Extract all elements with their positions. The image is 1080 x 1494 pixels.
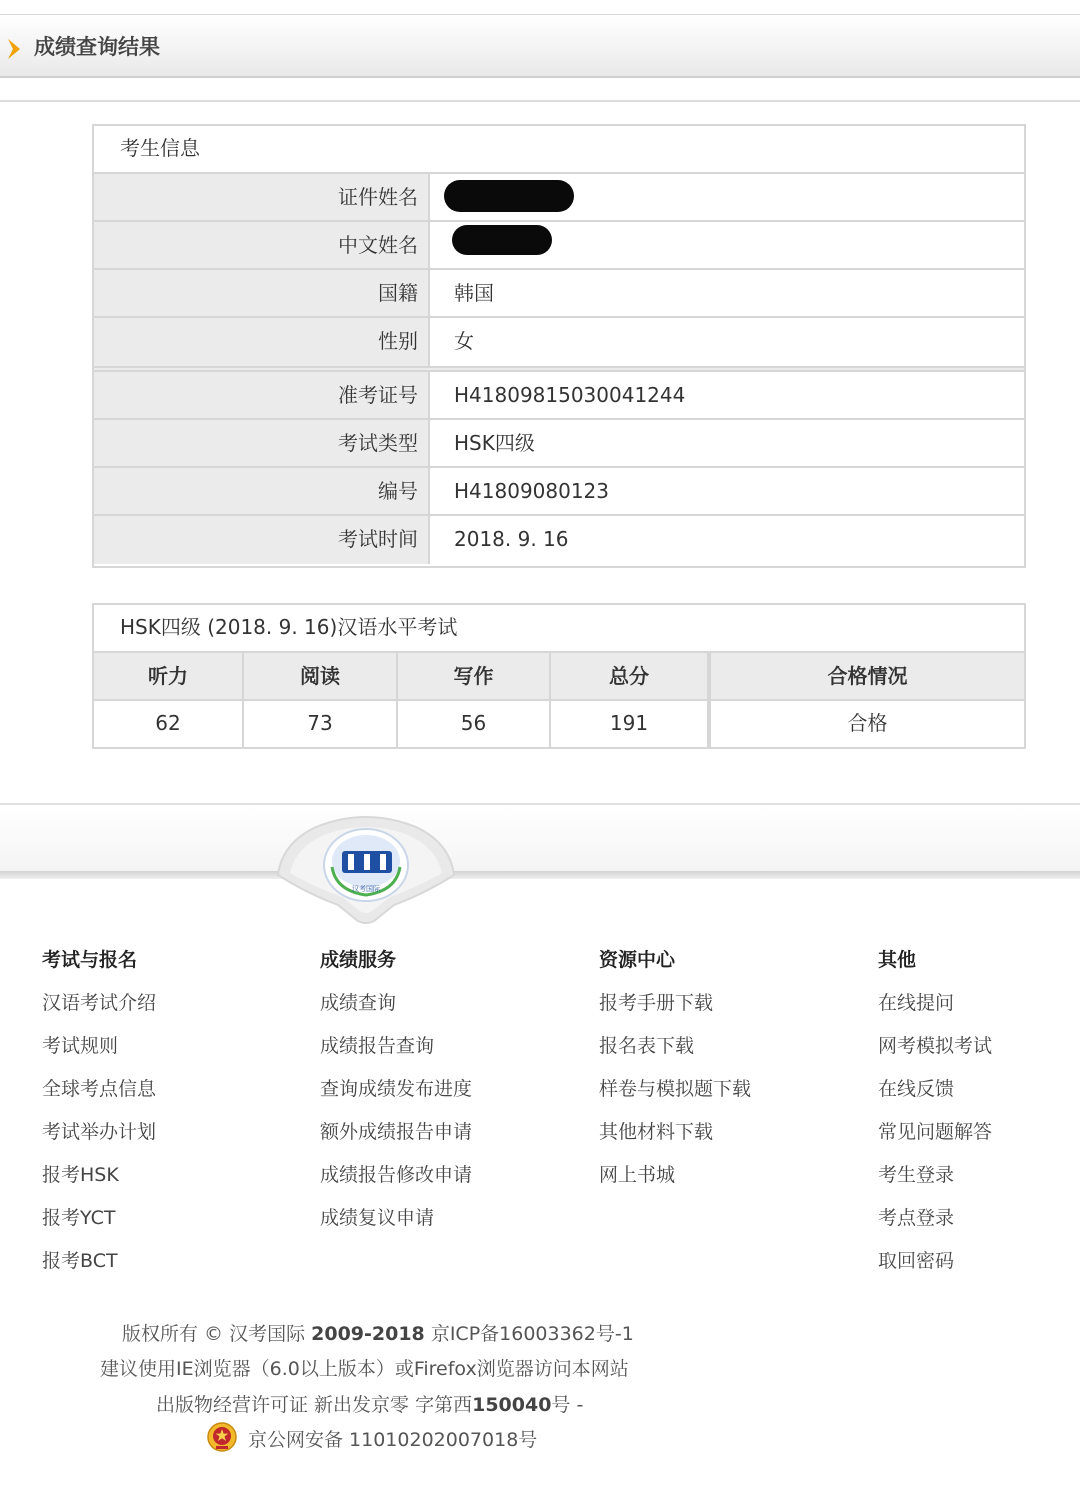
footer-link[interactable]: 查询成绩发布进度: [320, 1078, 473, 1100]
header-total: 总分: [551, 653, 709, 701]
reading-score: 73: [244, 701, 398, 747]
chevron-right-icon: [4, 37, 26, 61]
footer-link[interactable]: 取回密码: [878, 1250, 955, 1272]
footer-link[interactable]: 报考HSK: [42, 1164, 119, 1186]
footer-link[interactable]: 样卷与模拟题下载: [599, 1078, 752, 1100]
police-badge-icon: [206, 1421, 238, 1453]
exam-type-value: HSK四级: [454, 431, 535, 455]
table-row: [94, 516, 1024, 564]
footer-link[interactable]: 网考模拟考试: [878, 1035, 993, 1057]
serial-number-value: H41809080123: [454, 479, 610, 503]
pass-status: 合格: [709, 701, 1024, 747]
footer-link[interactable]: 成绩报告查询: [320, 1035, 435, 1057]
table-row: [94, 372, 1024, 420]
footer-column-exams: [42, 948, 156, 1273]
header-reading: 阅读: [244, 653, 398, 701]
footer-link[interactable]: 汉语考试介绍: [42, 992, 157, 1014]
footer-link[interactable]: 网上书城: [599, 1164, 676, 1186]
score-header-row: [94, 653, 1024, 701]
svg-text:汉考国际: 汉考国际: [352, 885, 380, 893]
footer-column-title: 其他: [878, 949, 917, 971]
table-row: [94, 318, 1024, 366]
score-table: [92, 603, 1026, 749]
header-pass-status: 合格情况: [709, 653, 1024, 701]
footer-band: [0, 803, 1080, 913]
candidate-info-caption: 考生信息: [94, 126, 1024, 174]
row-label: 准考证号: [94, 372, 430, 418]
redaction-mark: [452, 225, 552, 255]
total-score: 191: [551, 701, 709, 747]
row-label: 考试时间: [94, 516, 430, 564]
copyright-line: 版权所有 © 汉考国际 2009-2018 京ICP备16003362号-1: [122, 1323, 634, 1345]
footer-link[interactable]: 考试举办计划: [42, 1121, 157, 1143]
gender-value: 女: [454, 329, 474, 353]
header-writing: 写作: [398, 653, 551, 701]
browser-note: 建议使用IE浏览器（6.0以上版本）或Firefox浏览器访问本网站: [100, 1358, 629, 1380]
candidate-info-table: [92, 124, 1026, 568]
footer-column-title: 资源中心: [599, 949, 676, 971]
writing-score: 56: [398, 701, 551, 747]
chinese-name-value: [430, 222, 1024, 268]
footer-link[interactable]: 成绩查询: [320, 992, 397, 1014]
footer-link[interactable]: 考生登录: [878, 1164, 955, 1186]
footer-link[interactable]: 成绩报告修改申请: [320, 1164, 473, 1186]
row-label: 中文姓名: [94, 222, 430, 268]
table-row: [94, 468, 1024, 516]
score-value-row: [94, 701, 1024, 747]
id-name-value: [430, 174, 1024, 220]
license-line: 出版物经营许可证 新出发京零 字第西150040号 -: [156, 1394, 584, 1416]
footer-link[interactable]: 在线提问: [878, 992, 955, 1014]
footer-link[interactable]: 报考手册下载: [599, 992, 714, 1014]
footer-link[interactable]: 其他材料下载: [599, 1121, 714, 1143]
row-label: 考试类型: [94, 420, 430, 466]
exam-date-value: 2018. 9. 16: [454, 527, 569, 551]
footer-link[interactable]: 考试规则: [42, 1035, 119, 1057]
footer-column-other: [878, 948, 992, 1273]
footer-link[interactable]: 成绩复议申请: [320, 1207, 435, 1229]
footer-link[interactable]: 在线反馈: [878, 1078, 955, 1100]
table-row: [94, 420, 1024, 468]
redaction-mark: [444, 180, 574, 212]
footer-column-title: 考试与报名: [42, 949, 138, 971]
row-label: 编号: [94, 468, 430, 514]
footer-link[interactable]: 常见问题解答: [878, 1121, 993, 1143]
admission-number-value: H41809815030041244: [454, 383, 686, 407]
nationality-value: 韩国: [454, 281, 494, 305]
row-label: 性别: [94, 318, 430, 366]
footer-column-scores: [320, 948, 472, 1230]
footer-column-resources: [599, 948, 751, 1187]
row-label: 国籍: [94, 270, 430, 316]
page-header: [0, 14, 1080, 78]
row-label: 证件姓名: [94, 174, 430, 220]
score-table-caption: HSK四级 (2018. 9. 16)汉语水平考试: [94, 605, 1024, 653]
footer-link[interactable]: 全球考点信息: [42, 1078, 157, 1100]
footer-link[interactable]: 考点登录: [878, 1207, 955, 1229]
footer-link[interactable]: 额外成绩报告申请: [320, 1121, 473, 1143]
police-record-line: 京公网安备 11010202007018号: [248, 1429, 538, 1451]
footer-column-title: 成绩服务: [320, 949, 397, 971]
page-title: 成绩查询结果: [34, 35, 160, 59]
table-row: [94, 270, 1024, 318]
footer-link[interactable]: 报考BCT: [42, 1250, 118, 1272]
table-row: [94, 174, 1024, 222]
table-row: [94, 222, 1024, 270]
footer-link[interactable]: 报名表下载: [599, 1035, 695, 1057]
hanban-logo: [276, 813, 456, 925]
header-listening: 听力: [94, 653, 244, 701]
listening-score: 62: [94, 701, 244, 747]
footer-link[interactable]: 报考YCT: [42, 1207, 116, 1229]
divider: [0, 100, 1080, 102]
